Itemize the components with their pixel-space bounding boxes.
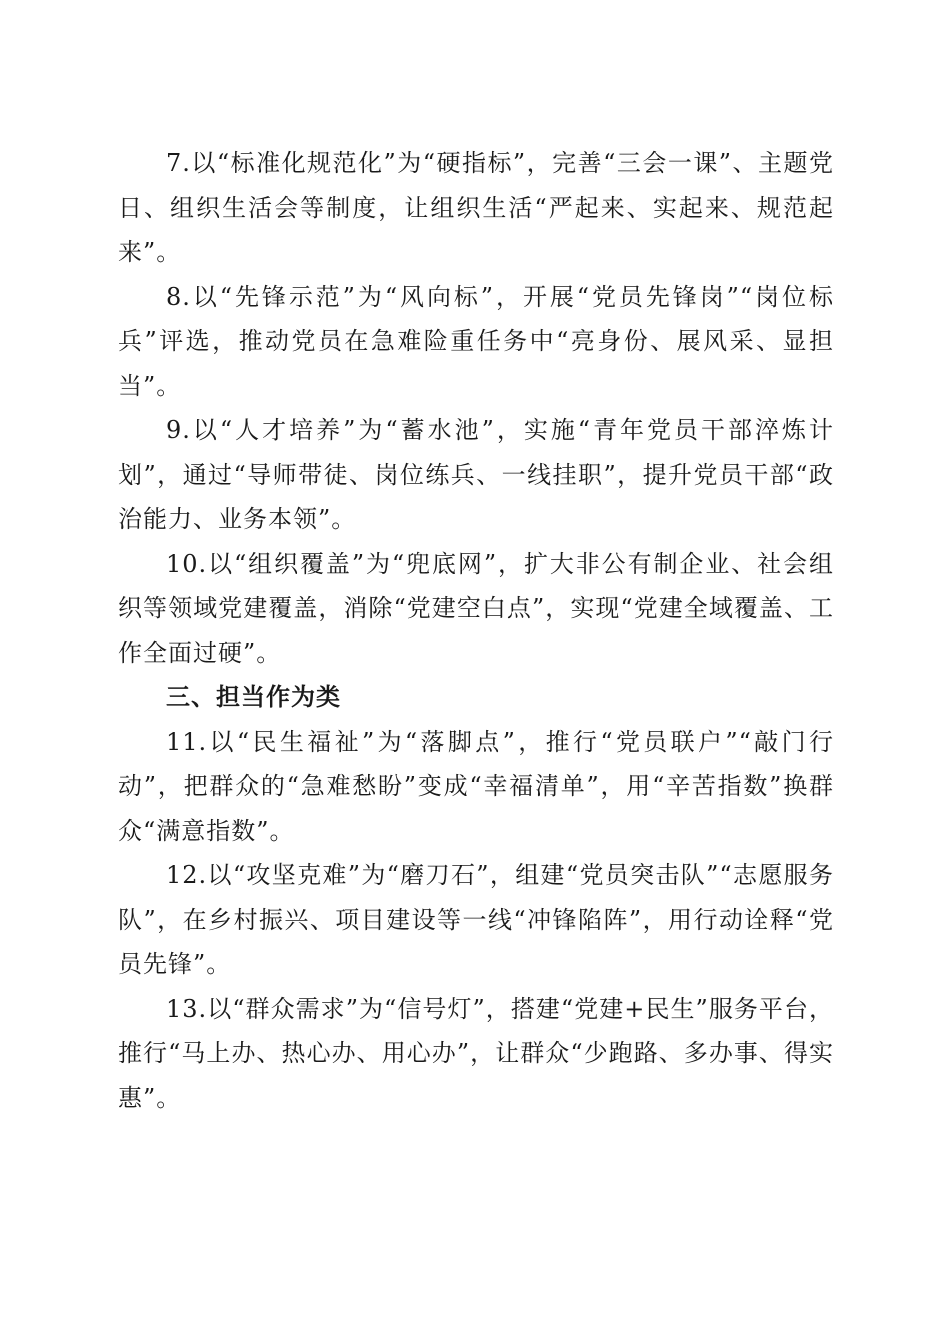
item-10-paragraph: 10.以“组织覆盖”为“兜底网”，扩大非公有制企业、社会组织等领域党建覆盖，消除“党建空白点”，实现“党建全域覆盖、工作全面过硬”。: [118, 549, 834, 667]
document-body: [118, 141, 834, 1120]
item-9-paragraph: 9.以“人才培养”为“蓄水池”，实施“青年党员干部淬炼计划”，通过“导师带徒、岗位练兵、一线挂职”，提升党员干部“政治能力、业务本领”。: [118, 416, 834, 533]
item-13-paragraph: 13.以“群众需求”为“信号灯”，搭建“党建+民生”服务平台，推行“马上办、热心办、用心办”，让群众“少跑路、多办事、得实惠”。: [118, 994, 834, 1112]
item-12-paragraph: 12.以“攻坚克难”为“磨刀石”，组建“党员突击队”“志愿服务队”，在乡村振兴、项目建设等一线“冲锋陷阵”，用行动诠释“党员先锋”。: [118, 861, 834, 978]
item-8-paragraph: 8.以“先锋示范”为“风向标”，开展“党员先锋岗”“岗位标兵”评选，推动党员在急难险重任务中“亮身份、展风采、显担当”。: [118, 282, 834, 400]
section-heading: 三、担当作为类: [166, 683, 341, 711]
item-11-paragraph: 11.以“民生福祉”为“落脚点”，推行“党员联户”“敲门行动”，把群众的“急难愁盼”变成“幸福清单”，用“辛苦指数”换群众“满意指数”。: [118, 727, 834, 845]
item-7-paragraph: 7.以“标准化规范化”为“硬指标”，完善“三会一课”、主题党日、组织生活会等制度，让组织生活“严起来、实起来、规范起来”。: [118, 149, 834, 266]
